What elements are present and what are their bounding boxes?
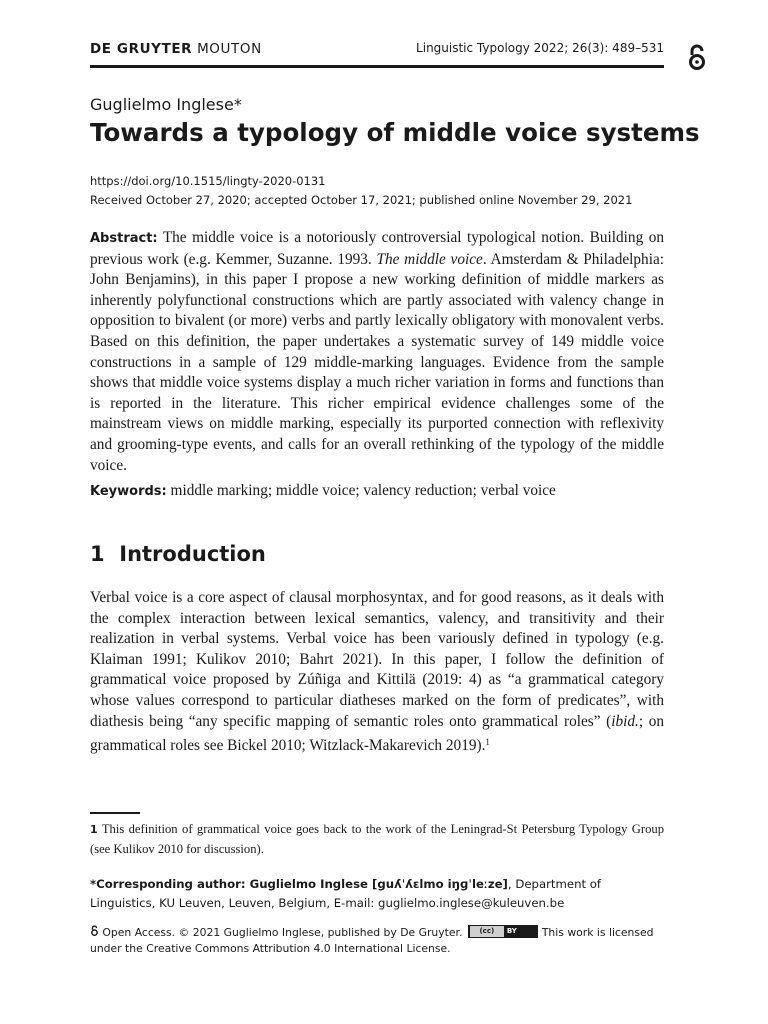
intro-paragraph: Verbal voice is a core aspect of clausal morphosyntax, and for good reasons, as it deals with the complex interaction between lexical semantics, valency, and transitivity and their realization in verbal systems. Verbal voice has been variously defined in typology (e.g. Klaiman 1991; Kulikov 2010; Bahrt 2021). In this paper, I follow the definition of grammatical voice proposed by Zúñiga and Kittilä (2019: 4) as “a grammatical category whose values correspond to particular diatheses marked on the form of predicates”, with diathesis being “any specific mapping of semantic roles onto grammatical roles” (ibid.; on grammatical roles see Bickel 2010; Witzlack-Makarevich 2019).$^1$: [90, 589, 664, 755]
section-heading: 1 Introduction: [90, 542, 266, 566]
header-rule: [90, 65, 664, 68]
footnote: 1 This definition of grammatical voice goes back to the work of the Leningrad-St Petersburg Typology Group (see Kulikov 2010 for discussion).: [90, 822, 664, 856]
keywords: Keywords: middle marking; middle voice; valency reduction; verbal voice: [90, 482, 556, 499]
footnote-marker[interactable]: 1: [485, 737, 490, 748]
article-dates: Received October 27, 2020; accepted October 17, 2021; published online November 29, 2021: [90, 193, 633, 207]
article-title: Towards a typology of middle voice systems: [90, 118, 700, 147]
cc-by-license-badge[interactable]: (cc) BY: [468, 925, 538, 938]
keywords-label: Keywords:: [90, 484, 167, 499]
corresponding-author: *Corresponding author: Guglielmo Inglese [guʎˈʎɛlmo iŋɡˈleːze], Department of Linguistics, KU Leuven, Leuven, Belgium, E-mail: guglielmo.inglese@kuleuven.be: [90, 877, 602, 910]
page-header: [90, 40, 664, 68]
open-access-icon: [686, 44, 708, 72]
publisher-name: DE GRUYTER MOUTON: [90, 41, 262, 57]
author-name: Guglielmo Inglese*: [90, 95, 242, 114]
abstract-label: Abstract:: [90, 231, 158, 246]
open-access-small-icon: [90, 925, 99, 937]
doi-link[interactable]: https://doi.org/10.1515/lingty-2020-0131: [90, 174, 326, 188]
footnote-rule: [90, 812, 140, 814]
open-access-notice: Open Access. © 2021 Guglielmo Inglese, published by De Gruyter. (cc) BY This work is licensed under the Creative Commons Attribution 4.0 International License.: [90, 926, 654, 955]
article-meta: [90, 172, 632, 210]
journal-citation: Linguistic Typology 2022; 26(3): 489–531: [416, 41, 664, 55]
abstract: Abstract: The middle voice is a notoriously controversial typological notion. Building on previous work (e.g. Kemmer, Suzanne. 1993. The middle voice. Amsterdam & Philadelphia: John Benjamins), in this paper I propose a new working definition of middle markers as inherently polyfunctional constructions which are partly associated with valency change in opposition to bivalent (or more) verbs and partly lexically obligatory with monovalent verbs. Based on this definition, the paper undertakes a systematic survey of 149 middle voice constructions in a sample of 129 middle-marking languages. Evidence from the sample shows that middle voice systems display a much richer variation in forms and functions than is reported in the literature. This richer empirical evidence challenges some of the mainstream views on middle marking, especially its purported connection with reflexivity and grooming-type events, and calls for an overall rethinking of the typology of the middle voice.: [90, 229, 664, 474]
